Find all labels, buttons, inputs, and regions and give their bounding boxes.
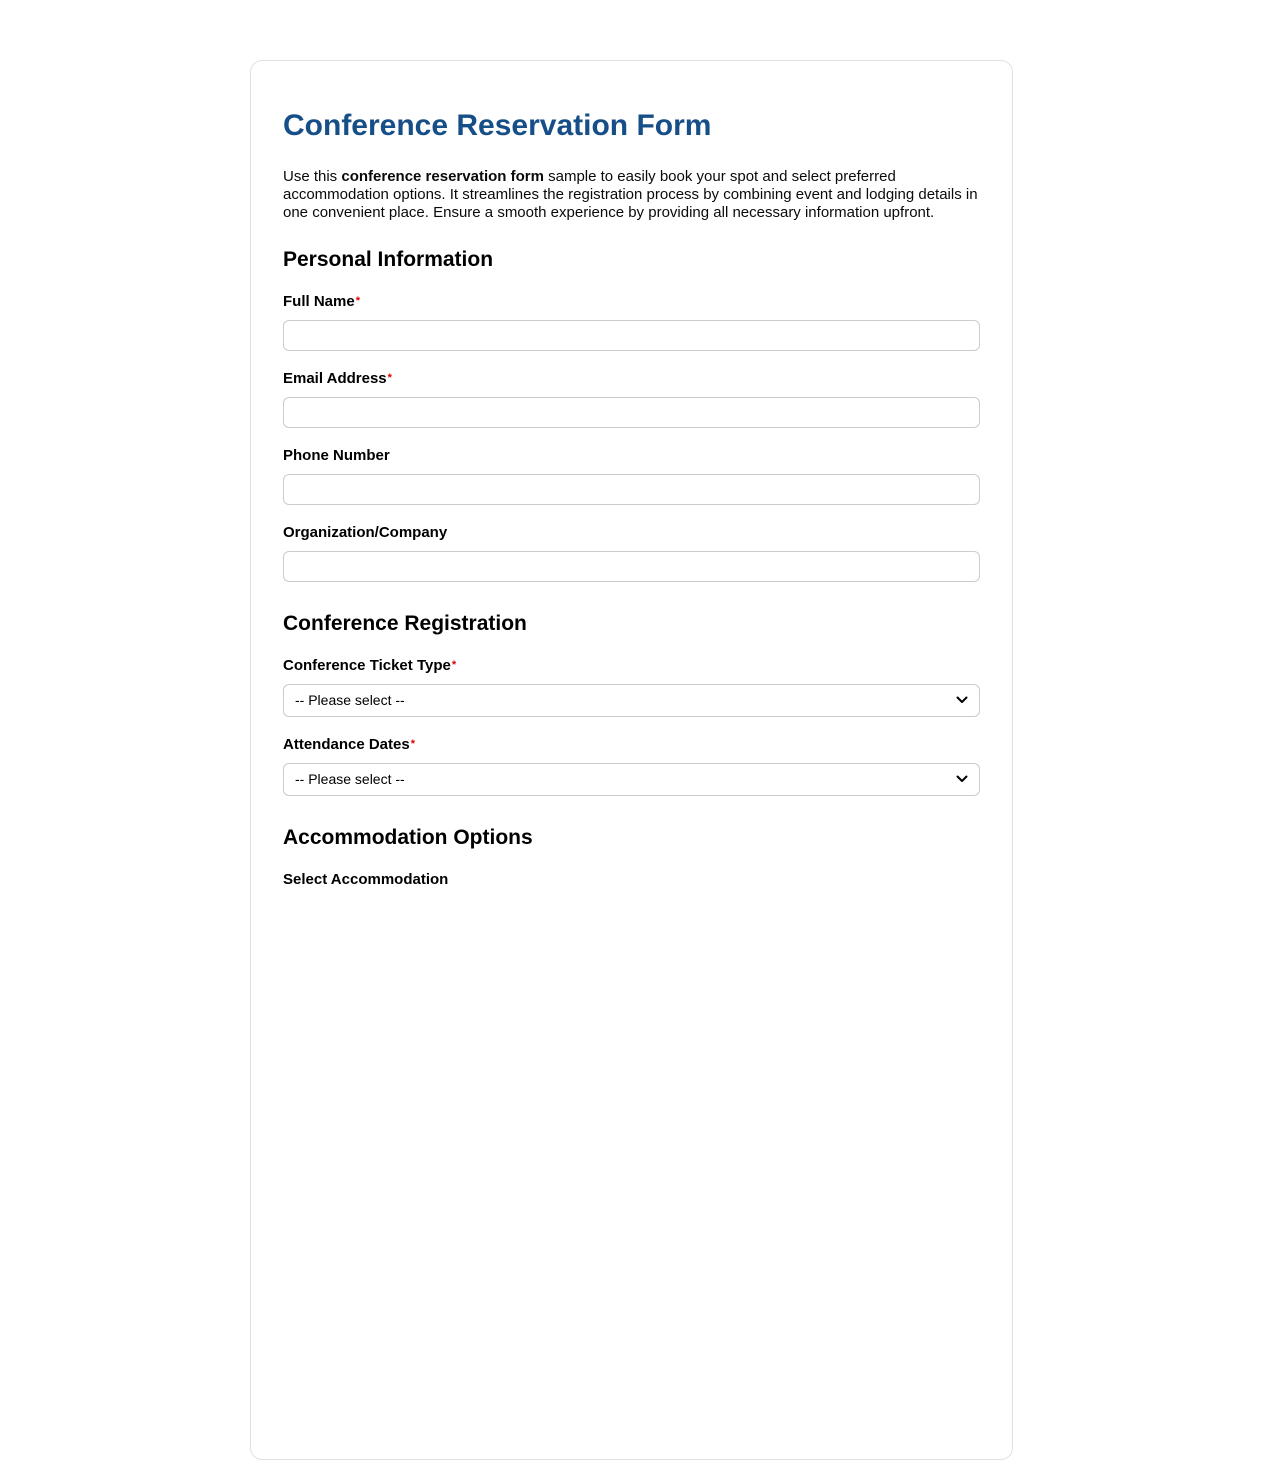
organization-label-text: Organization/Company	[283, 523, 448, 541]
attendance-dates-select[interactable]	[283, 763, 980, 796]
full-name-label-text: Full Name	[283, 292, 355, 310]
chevron-down-icon	[956, 696, 968, 704]
section-heading-personal-information: Personal Information	[283, 247, 494, 271]
field-group-attendance-dates	[283, 736, 980, 796]
email-input[interactable]	[283, 397, 980, 428]
field-group-select-accommodation	[283, 871, 980, 889]
form-intro-paragraph	[283, 168, 980, 222]
attendance-dates-label-text: Attendance Dates	[283, 735, 410, 753]
page-title: Conference Reservation Form	[283, 109, 712, 142]
intro-text-suffix: sample to easily book your spot and select preferred accommodation options. It streamlines the registration process by combining event and lodging details in one convenient place. Ensure a smooth experience by providing all necessary information upfront.	[283, 167, 978, 221]
ticket-type-selected-value: -- Please select --	[295, 692, 405, 709]
email-label-text: Email Address	[283, 369, 387, 387]
email-label	[283, 370, 980, 388]
field-group-ticket-type	[283, 657, 980, 717]
intro-text-prefix: Use this	[283, 167, 342, 185]
ticket-type-label-text: Conference Ticket Type	[283, 656, 451, 674]
required-asterisk: *	[387, 371, 392, 384]
chevron-down-icon	[956, 775, 968, 783]
field-group-organization	[283, 524, 980, 582]
phone-input[interactable]	[283, 474, 980, 505]
ticket-type-select[interactable]	[283, 684, 980, 717]
section-heading-accommodation-options: Accommodation Options	[283, 825, 533, 849]
select-accommodation-label-text: Select Accommodation	[283, 870, 449, 888]
organization-input[interactable]	[283, 551, 980, 582]
phone-label-text: Phone Number	[283, 446, 390, 464]
ticket-type-label	[283, 657, 980, 675]
field-group-phone	[283, 447, 980, 505]
intro-text-bold: conference reservation form	[341, 167, 544, 185]
required-asterisk: *	[355, 294, 360, 307]
required-asterisk: *	[451, 658, 457, 671]
organization-label	[283, 524, 980, 542]
section-heading-conference-registration: Conference Registration	[283, 611, 527, 635]
required-asterisk: *	[410, 737, 415, 750]
select-accommodation-label	[283, 871, 980, 889]
attendance-dates-label	[283, 736, 980, 754]
full-name-input[interactable]	[283, 320, 980, 351]
full-name-label	[283, 293, 980, 311]
phone-label	[283, 447, 980, 465]
attendance-dates-selected-value: -- Please select --	[295, 771, 405, 788]
field-group-email	[283, 370, 980, 428]
conference-reservation-form-card	[250, 60, 1013, 1460]
field-group-full-name	[283, 293, 980, 351]
